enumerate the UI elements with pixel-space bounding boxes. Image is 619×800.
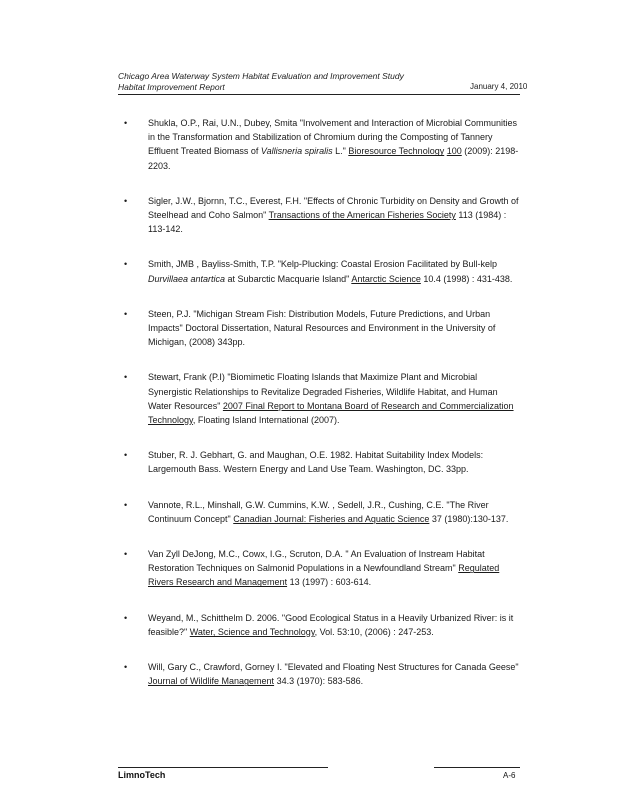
bullet-icon: • xyxy=(124,662,128,673)
reference-list xyxy=(110,116,520,709)
reference-text: Shukla, O.P., Rai, U.N., Dubey, Smita "Involvement and Interaction of Microbial Communities in the Transformation and Stabilization of Chromium during the Composting of Tannery Effluent Treated Biomass of xyxy=(148,118,518,157)
header-study-title: Chicago Area Waterway System Habitat Evaluation and Improvement Study xyxy=(118,71,404,81)
reference-item xyxy=(110,116,520,173)
bullet-icon: • xyxy=(124,372,128,383)
reference-item xyxy=(110,611,520,639)
header-date: January 4, 2010 xyxy=(470,82,528,91)
footer-rule-right xyxy=(434,767,520,768)
reference-text: Sigler, J.W., Bjornn, T.C., Everest, F.H. "Effects of Chronic Turbidity on Density and Growth of Steelhead and Coho Salmon" xyxy=(148,195,519,221)
reference-text: 10.4 (1998) : 431-438. xyxy=(420,273,513,284)
reference-species: Vallisneria spiralis xyxy=(260,146,333,157)
reference-item xyxy=(110,370,520,427)
reference-item xyxy=(110,194,520,237)
reference-source: Antarctic Science xyxy=(351,273,421,284)
footer-page-number: A-6 xyxy=(503,771,516,780)
bullet-icon: • xyxy=(124,549,128,560)
bullet-icon: • xyxy=(124,308,128,319)
header-rule xyxy=(118,94,520,95)
bullet-icon: • xyxy=(124,499,128,510)
reference-text: Smith, JMB , Bayliss-Smith, T.P. "Kelp-Plucking: Coastal Erosion Facilitated by Bull-kelp xyxy=(148,259,497,270)
reference-text: , Vol. 53:10, (2006) : 247-253. xyxy=(314,626,434,637)
reference-item xyxy=(110,257,520,285)
reference-item xyxy=(110,660,520,688)
reference-text: 34.3 (1970): 583-586. xyxy=(274,676,364,687)
reference-text: Stuber, R. J. Gebhart, G. and Maughan, O.E. 1982. Habitat Suitability Index Models: Largemouth Bass. Western Energy and Land Use Team. Washington, DC. 33pp. xyxy=(148,450,484,475)
bullet-icon: • xyxy=(124,195,128,206)
reference-text: Will, Gary C., Crawford, Gorney I. "Elevated and Floating Nest Structures for Canada Geese" xyxy=(148,662,519,673)
reference-source: Journal of Wildlife Management xyxy=(148,676,275,687)
bullet-icon: • xyxy=(124,259,128,270)
reference-source: Water, Science and Technology xyxy=(189,626,315,637)
reference-source: Canadian Journal: Fisheries and Aquatic Science xyxy=(233,513,430,524)
reference-text: , Floating Island International (2007). xyxy=(192,415,340,426)
reference-text: Stewart, Frank (P.I) "Biomimetic Floating Islands that Maximize Plant and Microbial Synergistic Relationships to Revitalize Degraded Fisheries, Wildlife Habitat, and Human Water Resources" xyxy=(148,372,498,411)
reference-text: 113 (1984) : 113-142. xyxy=(148,210,507,235)
reference-text: Weyand, M., Schitthelm D. 2006. "Good Ecological Status in a Heavily Urbanized River: is it feasible?" xyxy=(148,612,514,637)
reference-text: at Subarctic Macquarie Island" xyxy=(225,273,352,284)
reference-species: Durvillaea antartica xyxy=(148,273,226,284)
bullet-icon: • xyxy=(124,612,128,623)
reference-text: Vannote, R.L., Minshall, G.W. Cummins, K.W. , Sedell, J.R., Cushing, C.E. "The River Continuum Concept" xyxy=(148,499,489,524)
reference-source: 100 xyxy=(446,146,462,157)
reference-item xyxy=(110,448,520,476)
reference-text: Steen, P.J. "Michigan Stream Fish: Distribution Models, Future Predictions, and Urban Impacts" Doctoral Dissertation, Natural Resources and Environment in the University of Michigan, (2008) 343pp. xyxy=(148,308,496,348)
reference-text: L." xyxy=(332,146,349,157)
reference-item xyxy=(110,307,520,350)
reference-source: Regulated Rivers Research and Management xyxy=(148,563,500,588)
footer-company: LimnoTech xyxy=(118,770,166,780)
reference-text: (2009): 2198-2203. xyxy=(148,146,519,171)
reference-item xyxy=(110,498,520,526)
reference-source: 2007 Final Report to Montana Board of Research and Commercialization Technology xyxy=(148,400,514,426)
footer-rule-left xyxy=(118,767,328,768)
header-report-name: Habitat Improvement Report xyxy=(118,82,225,92)
reference-item xyxy=(110,547,520,590)
reference-text: 13 (1997) : 603-614. xyxy=(287,577,372,588)
bullet-icon: • xyxy=(124,450,128,461)
reference-text: 37 (1980):130-137. xyxy=(429,513,509,524)
reference-source: Bioresource Technology xyxy=(348,146,445,157)
bullet-icon: • xyxy=(124,118,128,128)
reference-source: Transactions of the American Fisheries Society xyxy=(268,210,456,221)
reference-text: Van Zyll DeJong, M.C., Cowx, I.G., Scruton, D.A. " An Evaluation of Instream Habitat Restoration Techniques on Salmonid Populations in a Newfoundland Stream" xyxy=(148,549,485,574)
